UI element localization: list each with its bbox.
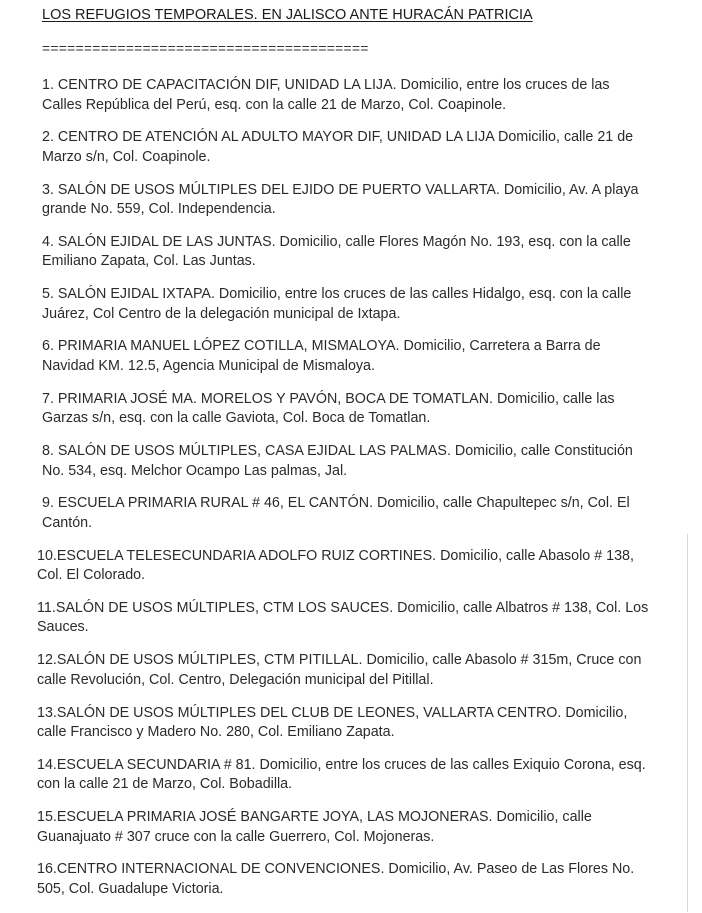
shelter-item-4: 4. SALÓN EJIDAL DE LAS JUNTAS. Domicilio, calle Flores Magón No. 193, esq. con la calle Emiliano Zapata, Col. Las Juntas.: [42, 233, 631, 270]
shelter-item-13: 13.SALÓN DE USOS MÚLTIPLES DEL CLUB DE LEONES, VALLARTA CENTRO. Domicilio, calle Francisco y Madero No. 280, Col. Emiliano Zapata.: [37, 704, 628, 741]
document-title: LOS REFUGIOS TEMPORALES. EN JALISCO ANTE HURACÁN PATRICIA: [42, 7, 533, 23]
shelter-item-15: 15.ESCUELA PRIMARIA JOSÉ BANGARTE JOYA, LAS MOJONERAS. Domicilio, calle Guanajuato # 307 cruce con la calle Guerrero, Col. Mojoneras.: [37, 809, 592, 845]
shelter-item-7: 7. PRIMARIA JOSÉ MA. MORELOS Y PAVÓN, BOCA DE TOMATLAN. Domicilio, calle las Garzas s/n, esq. con la calle Gaviota, Col. Boca de Tomatlan.: [42, 390, 615, 427]
shelter-item-8: 8. SALÓN DE USOS MÚLTIPLES, CASA EJIDAL LAS PALMAS. Domicilio, calle Constitución No. 534, esq. Melchor Ocampo Las palmas, Jal.: [42, 443, 633, 479]
shelter-item-16: 16.CENTRO INTERNACIONAL DE CONVENCIONES. Domicilio, Av. Paseo de Las Flores No. 505, Col. Guadalupe Victoria.: [37, 861, 635, 897]
shelter-list: [37, 76, 652, 913]
shelter-item-1: 1. CENTRO DE CAPACITACIÓN DIF, UNIDAD LA LIJA. Domicilio, entre los cruces de las Calles República del Perú, esq. con la calle 21 de Marzo, Col. Coapinole.: [42, 77, 610, 113]
shelter-item-11: 11.SALÓN DE USOS MÚLTIPLES, CTM LOS SAUCES. Domicilio, calle Albatros # 138, Col. Los Sauces.: [37, 599, 649, 636]
shelter-item-10: 10.ESCUELA TELESECUNDARIA ADOLFO RUIZ CORTINES. Domicilio, calle Abasolo # 138, Col. El Colorado.: [37, 547, 634, 584]
right-edge-rule: [687, 534, 688, 912]
shelter-item-9: 9. ESCUELA PRIMARIA RURAL # 46, EL CANTÓN. Domicilio, calle Chapultepec s/n, Col. El Cantón.: [42, 495, 630, 531]
shelter-item-12: 12.SALÓN DE USOS MÚLTIPLES, CTM PITILLAL. Domicilio, calle Abasolo # 315m, Cruce con calle Revolución, Col. Centro, Delegación municipal del Pitillal.: [37, 652, 642, 688]
shelter-item-6: 6. PRIMARIA MANUEL LÓPEZ COTILLA, MISMALOYA. Domicilio, Carretera a Barra de Navidad KM. 12.5, Agencia Municipal de Mismaloya.: [42, 338, 601, 374]
shelter-item-3: 3. SALÓN DE USOS MÚLTIPLES DEL EJIDO DE PUERTO VALLARTA. Domicilio, Av. A playa grande No. 559, Col. Independencia.: [42, 181, 639, 218]
shelter-item-14: 14.ESCUELA SECUNDARIA # 81. Domicilio, entre los cruces de las calles Exiquio Corona, esq. con la calle 21 de Marzo, Col. Bobadilla.: [37, 756, 646, 793]
separator-line: =======================================: [42, 40, 369, 56]
shelter-item-5: 5. SALÓN EJIDAL IXTAPA. Domicilio, entre los cruces de las calles Hidalgo, esq. con la calle Juárez, Col Centro de la delegación municipal de Ixtapa.: [42, 286, 632, 322]
shelter-item-2: 2. CENTRO DE ATENCIÓN AL ADULTO MAYOR DIF, UNIDAD LA LIJA Domicilio, calle 21 de Marzo s/n, Col. Coapinole.: [42, 129, 634, 165]
